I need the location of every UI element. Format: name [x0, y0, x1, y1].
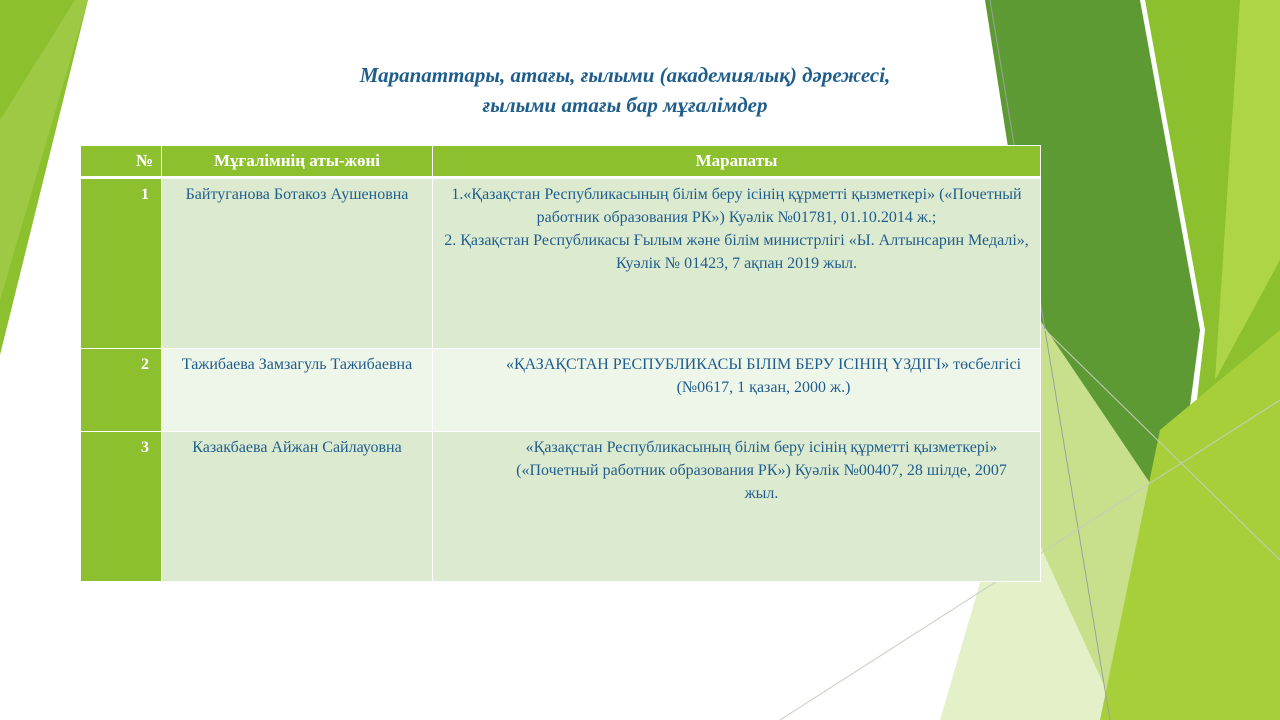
column-header-teacher-name: Мұғалімнің аты-жөні: [162, 146, 433, 178]
slide-title: [230, 60, 1020, 120]
award-line: 2. Қазақстан Республикасы Ғылым және білім министрлігі «Ы. Алтынсарин Медалі», Куәлік № 01423, 7 ақпан 2019 жыл.: [444, 232, 1029, 272]
award-line: «ҚАЗАҚСТАН РЕСПУБЛИКАСЫ БІЛІМ БЕРУ ІСІНІҢ ҮЗДІГІ» төсбелгісі (№0617, 1 қазан, 2000 ж.): [505, 356, 1022, 396]
table-row: [81, 178, 1041, 349]
column-header-award: Марапаты: [433, 146, 1041, 178]
table-row: [81, 349, 1041, 432]
column-header-number: №: [81, 146, 162, 178]
row-number: 1: [81, 178, 162, 349]
awards-table: [80, 145, 1041, 582]
award-line: 1.«Қазақстан Республикасының білім беру ісінің құрметті қызметкері» («Почетный работник образования РК») Куәлік №01781, 01.10.2014 ж.;: [451, 186, 1022, 226]
teacher-name: Казакбаева Айжан Сайлауовна: [162, 432, 433, 582]
award-description: [433, 349, 1041, 432]
slide-title-line-1: Марапаттары, атағы, ғылыми (академиялық) дәрежесі,: [359, 63, 891, 87]
slide-title-line-2: ғылыми атағы бар мұғалімдер: [482, 93, 768, 117]
teacher-name: Тажибаева Замзагуль Тажибаевна: [162, 349, 433, 432]
row-number: 2: [81, 349, 162, 432]
award-description: [433, 178, 1041, 349]
teacher-name: Байтуганова Ботакоз Аушеновна: [162, 178, 433, 349]
table-row: [81, 432, 1041, 582]
table-header-row: [81, 146, 1041, 178]
award-line: «Қазақстан Республикасының білім беру ісінің құрметті қызметкері» («Почетный работник образования РК») Куәлік №00407, 28 шілде, 2007 жыл.: [516, 439, 1007, 502]
row-number: 3: [81, 432, 162, 582]
award-description: [433, 432, 1041, 582]
